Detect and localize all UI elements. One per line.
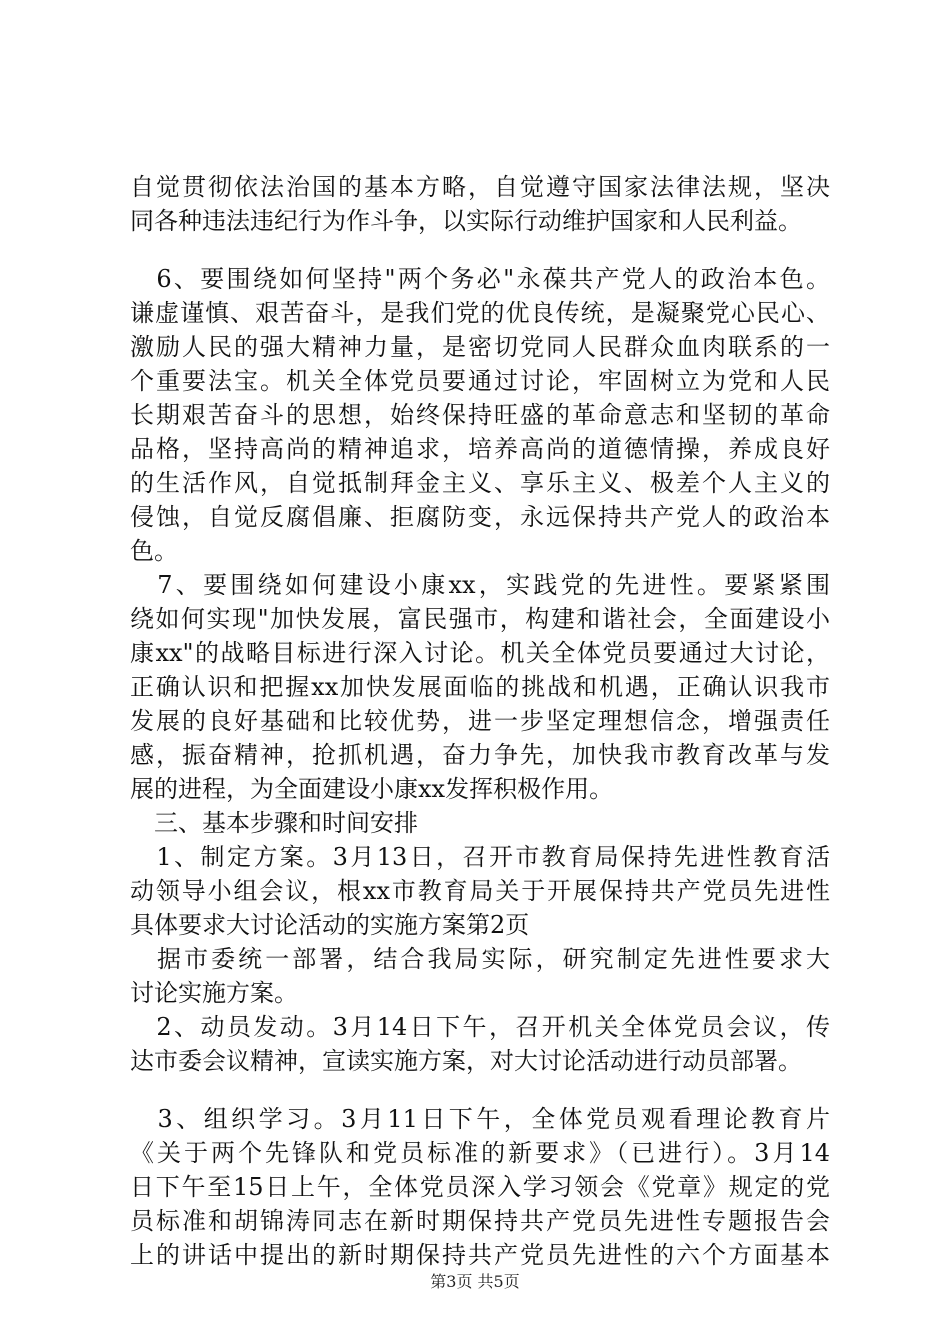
text-line: 1、制定方案。3月13日，召开市教育局保持先进性教育活 [130,843,830,871]
section-heading: 三、基本步骤和时间安排 [130,809,418,837]
text-line: 日下午至15日上午，全体党员深入学习领会《党章》规定的党 [130,1173,830,1201]
text-line: 康xx"的战略目标进行深入讨论。机关全体党员要通过大讨论， [130,639,830,667]
text-line: 自觉贯彻依法治国的基本方略，自觉遵守国家法律法规，坚决 [130,173,830,201]
text-line: 讨论实施方案。 [130,979,298,1007]
text-line: 7、要围绕如何建设小康xx，实践党的先进性。要紧紧围 [130,571,830,599]
text-line: 谦虚谨慎、艰苦奋斗，是我们党的优良传统，是凝聚党心民心、 [130,299,830,327]
text-line: 2、动员发动。3月14日下午，召开机关全体党员会议，传 [130,1013,830,1041]
text-line: 正确认识和把握xx加快发展面临的挑战和机遇，正确认识我市 [130,673,830,701]
text-line: 绕如何实现"加快发展，富民强市，构建和谐社会，全面建设小 [130,605,830,633]
text-line: 长期艰苦奋斗的思想，始终保持旺盛的革命意志和坚韧的革命 [130,401,830,429]
text-line: 《关于两个先锋队和党员标准的新要求》（已进行）。3月14 [130,1139,830,1167]
text-line: 的生活作风，自觉抵制拜金主义、享乐主义、极差个人主义的 [130,469,830,497]
paragraph-gap [130,1078,830,1102]
text-line: 侵蚀，自觉反腐倡廉、拒腐防变，永远保持共产党人的政治本 [130,503,830,531]
text-line: 动领导小组会议，根xx市教育局关于开展保持共产党员先进性 [130,877,830,905]
text-line: 个重要法宝。机关全体党员要通过讨论，牢固树立为党和人民 [130,367,830,395]
text-line: 展的进程，为全面建设小康xx发挥积极作用。 [130,775,614,803]
text-line: 具体要求大讨论活动的实施方案第2页 [130,911,530,939]
text-line: 同各种违法违纪行为作斗争，以实际行动维护国家和人民利益。 [130,207,802,235]
text-line: 上的讲话中提出的新时期保持共产党员先进性的六个方面基本 [130,1241,830,1269]
page-footer [0,1272,950,1292]
text-line: 6、要围绕如何坚持"两个务必"永葆共产党人的政治本色。 [130,265,830,293]
text-line: 发展的良好基础和比较优势，进一步坚定理想信念，增强责任 [130,707,830,735]
text-line: 色。 [130,537,178,565]
text-line: 激励人民的强大精神力量，是密切党同人民群众血肉联系的一 [130,333,830,361]
text-line: 达市委会议精神，宣读实施方案，对大讨论活动进行动员部署。 [130,1047,802,1075]
page-indicator: 第3页 共5页 [430,1272,520,1291]
text-line: 感，振奋精神，抢抓机遇，奋力争先，加快我市教育改革与发 [130,741,830,769]
text-line: 3、组织学习。3月11日下午，全体党员观看理论教育片 [130,1105,830,1133]
text-line: 品格，坚持高尚的精神追求，培养高尚的道德情操，养成良好 [130,435,830,463]
text-line: 员标准和胡锦涛同志在新时期保持共产党员先进性专题报告会 [130,1207,830,1235]
paragraph-gap [130,238,830,262]
text-line: 据市委统一部署，结合我局实际，研究制定先进性要求大 [130,945,830,973]
document-body [130,170,830,1272]
